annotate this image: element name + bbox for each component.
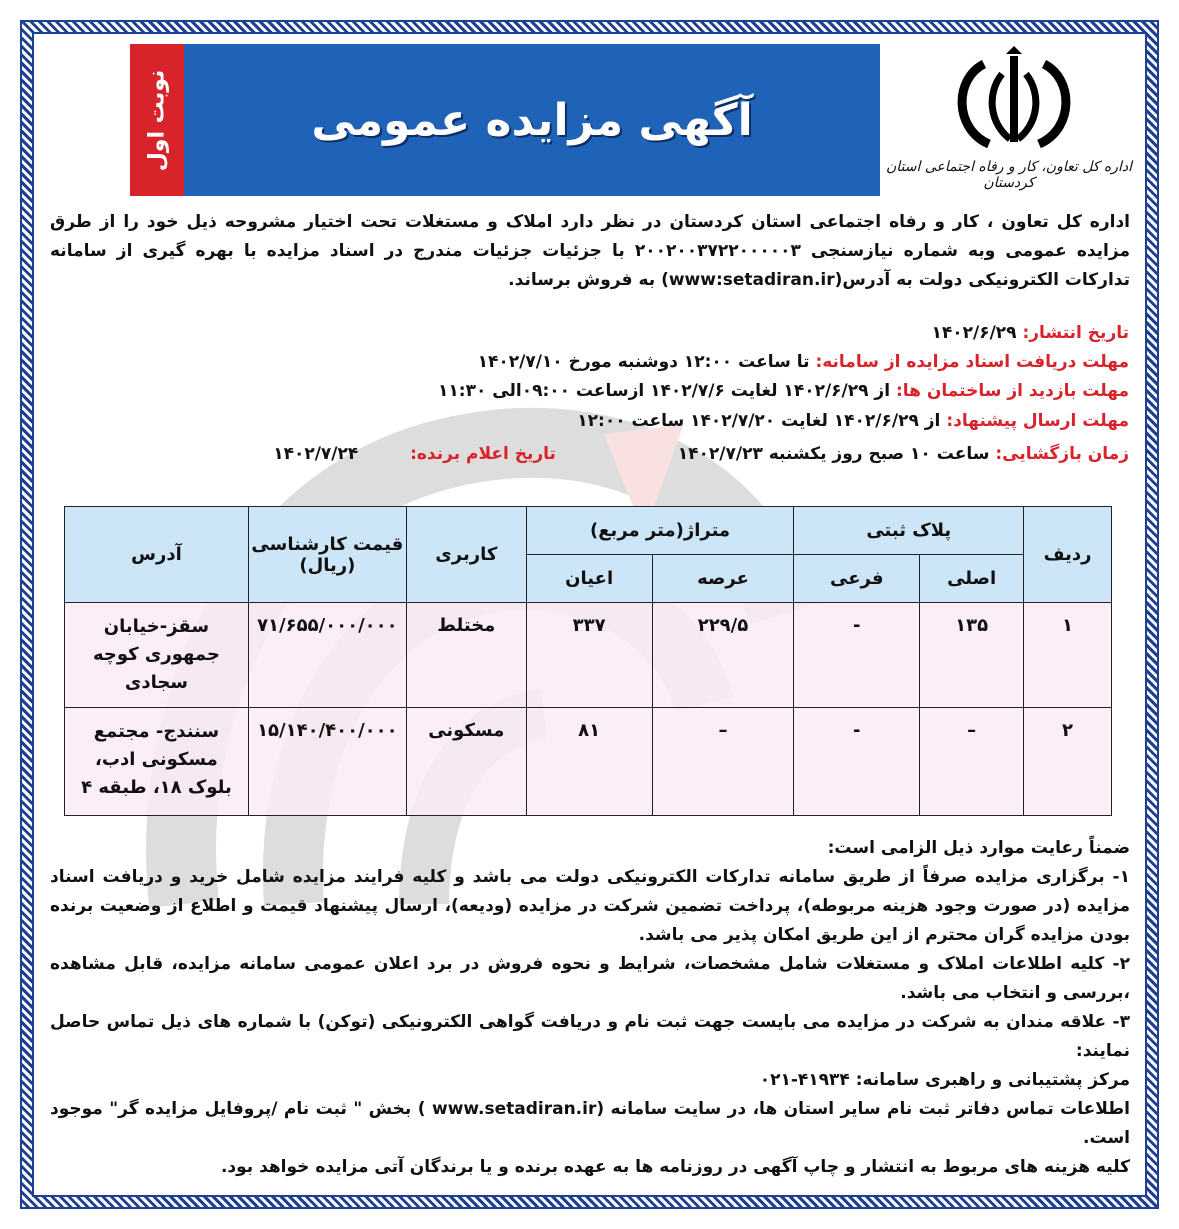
header-price: قیمت کارشناسی (ریال) xyxy=(248,507,406,603)
contact-info: اطلاعات تماس دفاتر ثبت نام سایر استان ها، در سایت سامانه (www.setadiran.ir ) بخش " ثبت نام /پروفایل مزایده گر" موجود است. xyxy=(50,1099,1130,1148)
publish-date-value: ۱۴۰۲/۶/۲۹ xyxy=(931,323,1017,343)
offer-deadline-label: مهلت ارسال پیشنهاد: xyxy=(946,411,1129,431)
header-plate-sub: فرعی xyxy=(794,555,920,603)
notes-section xyxy=(50,834,1130,1182)
cell-area-land: ۲۲۹/۵ xyxy=(652,603,794,708)
ribbon-label: نوبت اول xyxy=(144,69,170,171)
cell-price: ۷۱/۶۵۵/۰۰۰/۰۰۰ xyxy=(248,603,406,708)
note-item-2: ۲- کلیه اطلاعات املاک و مستغلات شامل مشخصات، شرایط و نحوه فروش در برد اعلان عمومی سامانه مزایده، قابل مشاهده ،بررسی و انتخاب می باشد. xyxy=(50,954,1130,1003)
docs-deadline-label: مهلت دریافت اسناد مزایده از سامانه: xyxy=(815,352,1129,372)
visit-deadline-label: مهلت بازدید از ساختمان ها: xyxy=(895,381,1129,401)
cell-price: ۱۵/۱۴۰/۴۰۰/۰۰۰ xyxy=(248,708,406,816)
cell-area-land: – xyxy=(652,708,794,816)
header-area-building: اعیان xyxy=(526,555,652,603)
note-item-1: ۱- برگزاری مزایده صرفاً از طریق سامانه تدارکات الکترونیکی دولت می باشد و کلیه فرایند مزایده شامل خرید و دریافت اسناد مزایده (در صورت وجود هزینه مربوطه)، پرداخت تضمین شرکت در مزایده (ودیعه)، ارسال پیشنهاد قیمت و اطلاع از وضعیت برنده بودن مزایده گران محترم از این طریق امکان پذیر می باشد. xyxy=(50,867,1130,945)
cell-plate-sub: - xyxy=(794,708,920,816)
ribbon-badge xyxy=(130,44,184,196)
cell-address: سقز-خیابان جمهوری کوچه سجادی xyxy=(65,603,249,708)
offer-deadline xyxy=(49,411,1129,431)
docs-deadline-value: تا ساعت ۱۲:۰۰ دوشنبه مورخ ۱۴۰۲/۷/۱۰ xyxy=(477,352,810,372)
opening-time xyxy=(49,444,1129,464)
support-center: مرکز پشتیبانی و راهبری سامانه: ۴۱۹۳۴-۰۲۱ xyxy=(759,1070,1130,1090)
notice-body xyxy=(32,32,1147,1197)
department-name: اداره کل تعاون، کار و رفاه اجتماعی استان کردستان xyxy=(885,159,1133,191)
docs-deadline xyxy=(49,352,1129,372)
cell-usage: مختلط xyxy=(406,603,526,708)
header-usage: کاربری xyxy=(406,507,526,603)
header-plate-main: اصلی xyxy=(920,555,1024,603)
cell-area-building: ۸۱ xyxy=(526,708,652,816)
cell-usage: مسکونی xyxy=(406,708,526,816)
notes-lead: ضمناً رعایت موارد ذیل الزامی است: xyxy=(827,838,1130,858)
visit-deadline-value: از ۱۴۰۲/۶/۲۹ لغایت ۱۴۰۲/۷/۶ ازساعت ۰۹:۰۰الی ۱۱:۳۰ xyxy=(438,381,891,401)
title-banner xyxy=(184,44,880,196)
cell-row: ۲ xyxy=(1024,708,1112,816)
header xyxy=(34,34,1145,224)
table-row xyxy=(65,603,1112,708)
publish-date xyxy=(49,323,1129,343)
intro-paragraph: اداره کل تعاون ، کار و رفاه اجتماعی استان کردستان در نظر دارد املاک و مستغلات تحت اختیار مشروحه ذیل خود را از طرق مزایده عمومی وبه شماره نیازسنجی ۲۰۰۲۰۰۳۷۲۲۰۰۰۰۰۳ با جزئیات جزئیات مندرج در اسناد مزایده با بهره گیری از سامانه تدارکات الکترونیکی دولت به آدرس(www:setadiran.ir) به فروش برساند. xyxy=(50,212,1130,290)
note-item-3: ۳- علاقه مندان به شرکت در مزایده می بایست جهت ثبت نام و دریافت گواهی الکترونیکی (توکن) با شماره های ذیل تماس حاصل نمایند: xyxy=(50,1012,1130,1061)
cell-address: سنندج- مجتمع مسکونی ادب، بلوک ۱۸، طبقه ۴ xyxy=(65,708,249,816)
costs-note: کلیه هزینه های مربوط به انتشار و چاپ آگهی در روزنامه ها به عهده برنده و یا برندگان آتی مزایده خواهد بود. xyxy=(220,1157,1130,1177)
winner-date-label: تاریخ اعلام برنده: xyxy=(410,444,556,464)
publish-date-label: تاریخ انتشار: xyxy=(1022,323,1129,343)
cell-plate-main: ۱۳۵ xyxy=(920,603,1024,708)
page-title: آگهی مزایده عمومی xyxy=(311,94,753,146)
winner-date-value: ۱۴۰۲/۷/۲۴ xyxy=(273,444,359,464)
cell-plate-main: – xyxy=(920,708,1024,816)
offer-deadline-value: از ۱۴۰۲/۶/۲۹ لغایت ۱۴۰۲/۷/۲۰ ساعت ۱۲:۰۰ xyxy=(577,411,941,431)
header-area: متراژ(متر مربع) xyxy=(526,507,794,555)
header-row: ردیف xyxy=(1024,507,1112,603)
iran-emblem-icon xyxy=(914,44,1114,154)
page-frame xyxy=(20,20,1159,1209)
properties-table xyxy=(64,506,1112,816)
header-address: آدرس xyxy=(65,507,249,603)
opening-time-label: زمان بازگشایی: xyxy=(995,444,1129,464)
header-area-land: عرصه xyxy=(652,555,794,603)
cell-area-building: ۳۳۷ xyxy=(526,603,652,708)
header-plate: پلاک ثبتی xyxy=(794,507,1024,555)
opening-time-value: ساعت ۱۰ صبح روز یکشنبه ۱۴۰۲/۷/۲۳ xyxy=(677,444,990,464)
visit-deadline xyxy=(49,381,1129,401)
cell-row: ۱ xyxy=(1024,603,1112,708)
table-row xyxy=(65,708,1112,816)
cell-plate-sub: - xyxy=(794,603,920,708)
